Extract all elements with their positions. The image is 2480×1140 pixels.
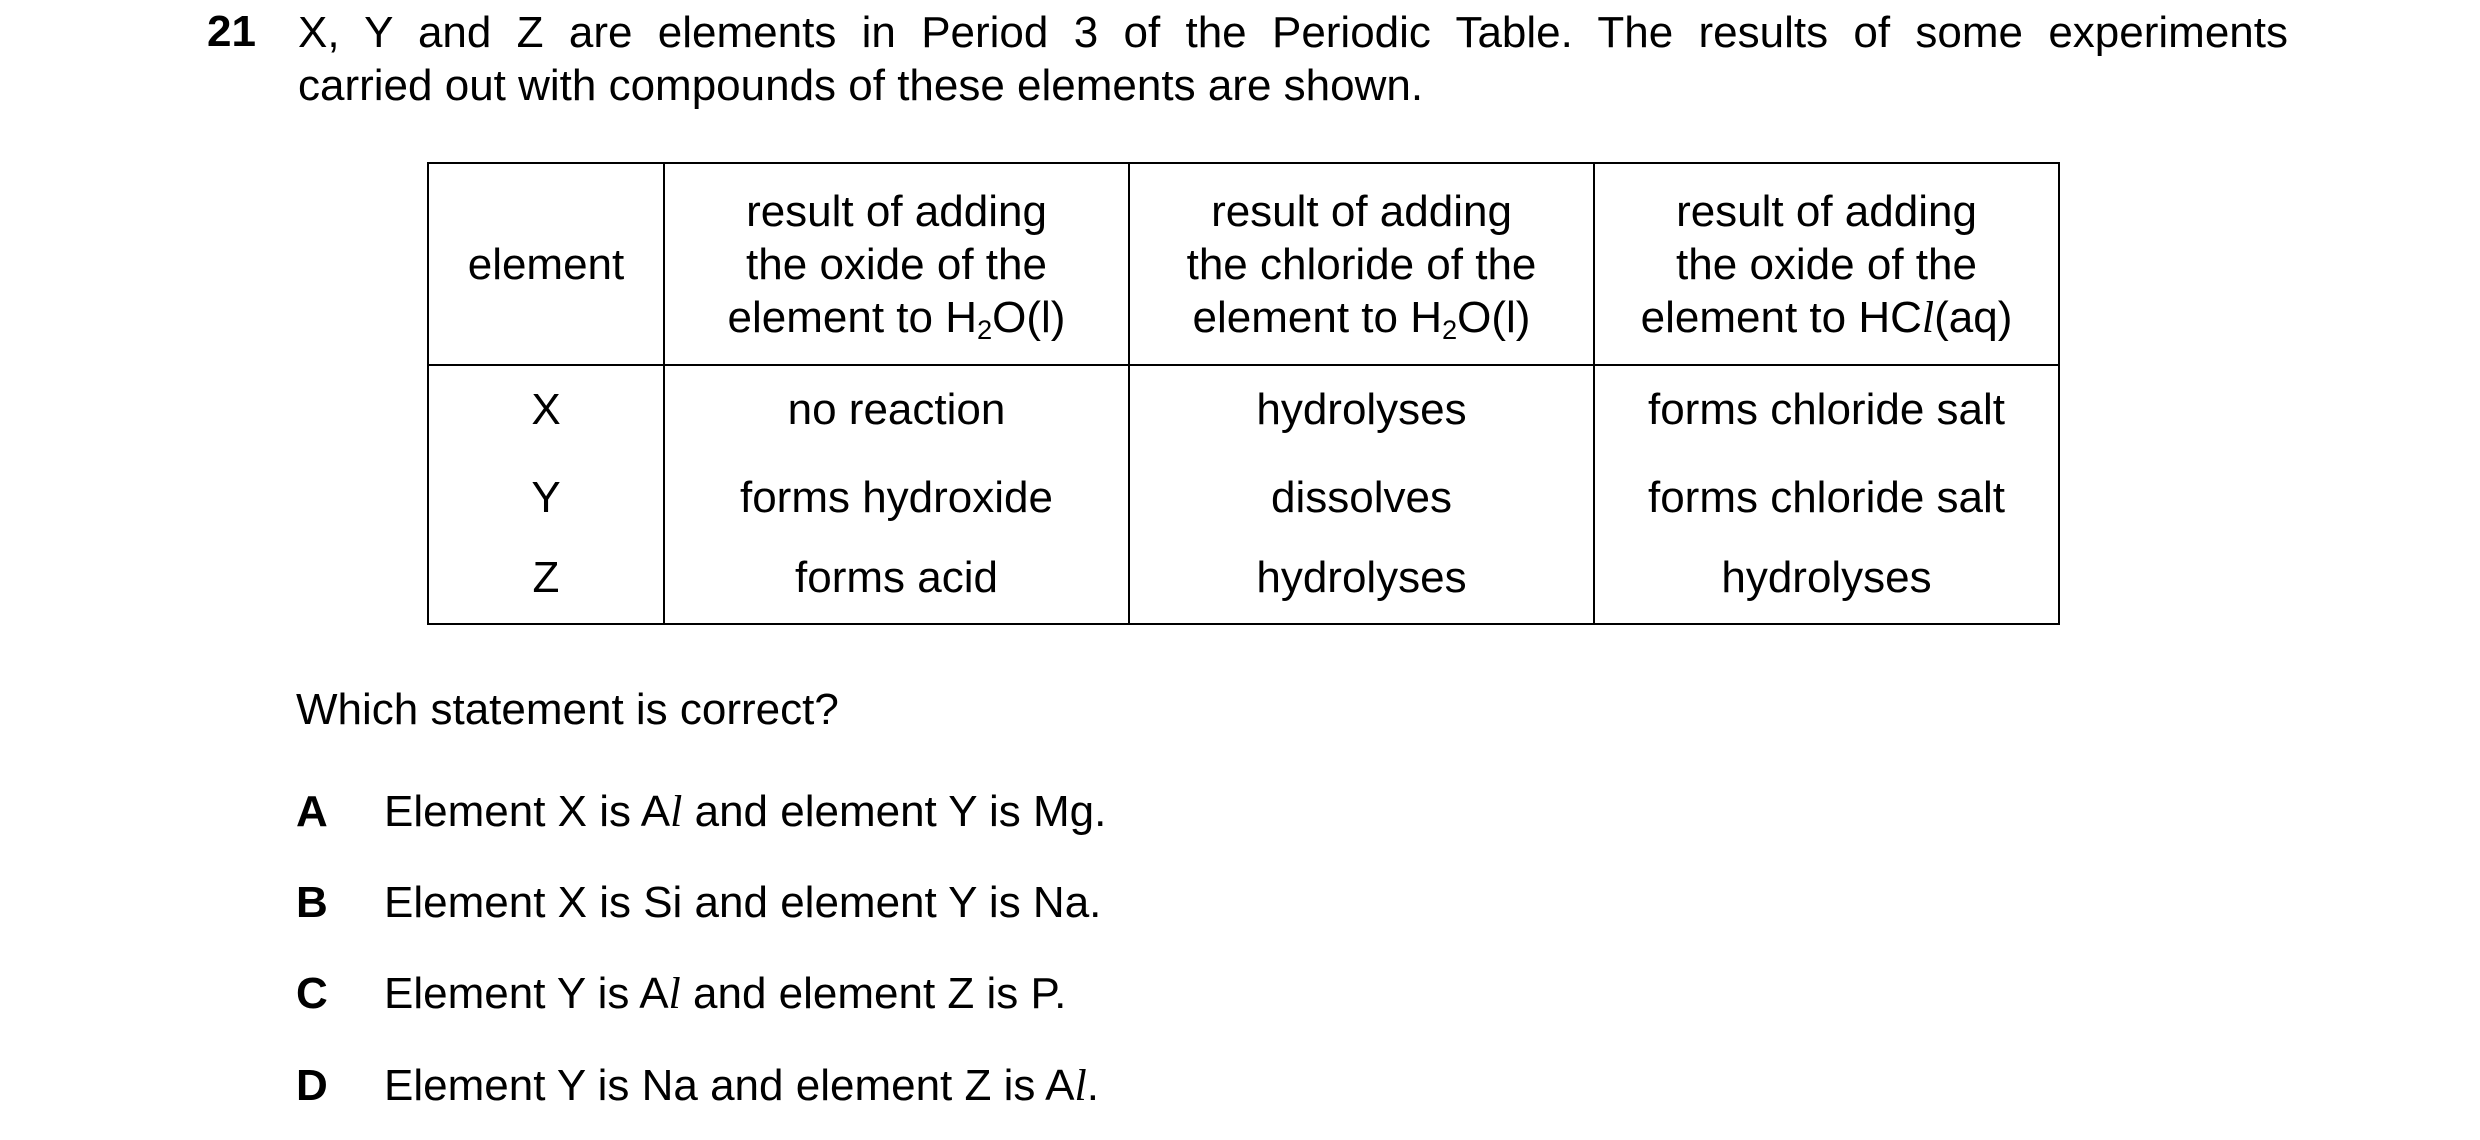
cell-chloride-water: dissolves [1129, 454, 1594, 542]
answer-option-b[interactable] [296, 877, 1101, 929]
header-oxide-hcl: result of adding the oxide of the element to HCl(aq) [1594, 163, 2059, 365]
stem-line-1: X, Y and Z are elements in Period 3 of the Periodic Table. The results of some experiments [298, 8, 2288, 57]
cell-chloride-water: hydrolyses [1129, 542, 1594, 624]
table-row [428, 454, 2059, 542]
cell-oxide-water: forms hydroxide [664, 454, 1129, 542]
cell-oxide-water: forms acid [664, 542, 1129, 624]
question-prompt: Which statement is correct? [296, 685, 839, 734]
table-row [428, 365, 2059, 454]
option-text: Element X is Si and element Y is Na. [384, 878, 1102, 927]
header-oxide-water: result of adding the oxide of the element to $H_2O(l)$ [664, 163, 1129, 365]
cell-oxide-water: no reaction [664, 365, 1129, 454]
header-chloride-water: result of adding the chloride of the element to $H_2O(l)$ [1129, 163, 1594, 365]
results-table [427, 162, 2060, 625]
option-letter: B [296, 878, 328, 927]
cell-oxide-hcl: forms chloride salt [1594, 365, 2059, 454]
answer-option-c[interactable] [296, 968, 1066, 1020]
option-letter: D [296, 1061, 328, 1110]
header-element: element [428, 163, 664, 365]
question-number: 21 [207, 7, 256, 56]
cell-element: Y [428, 454, 664, 542]
table-row [428, 542, 2059, 624]
answer-option-d[interactable] [296, 1060, 1099, 1112]
option-text: Element X is Al and element Y is Mg. [384, 787, 1107, 836]
answer-option-a[interactable] [296, 786, 1106, 838]
question-stem [298, 6, 2288, 112]
option-text: Element Y is Al and element Z is P. [384, 969, 1067, 1018]
option-letter: C [296, 969, 328, 1018]
cell-chloride-water: hydrolyses [1129, 365, 1594, 454]
cell-element: X [428, 365, 664, 454]
table-header-row [428, 163, 2059, 365]
cell-element: Z [428, 542, 664, 624]
option-text: Element Y is Na and element Z is Al. [384, 1061, 1099, 1110]
option-letter: A [296, 787, 328, 836]
stem-line-2: carried out with compounds of these elements are shown. [298, 61, 1424, 110]
cell-oxide-hcl: forms chloride salt [1594, 454, 2059, 542]
cell-oxide-hcl: hydrolyses [1594, 542, 2059, 624]
